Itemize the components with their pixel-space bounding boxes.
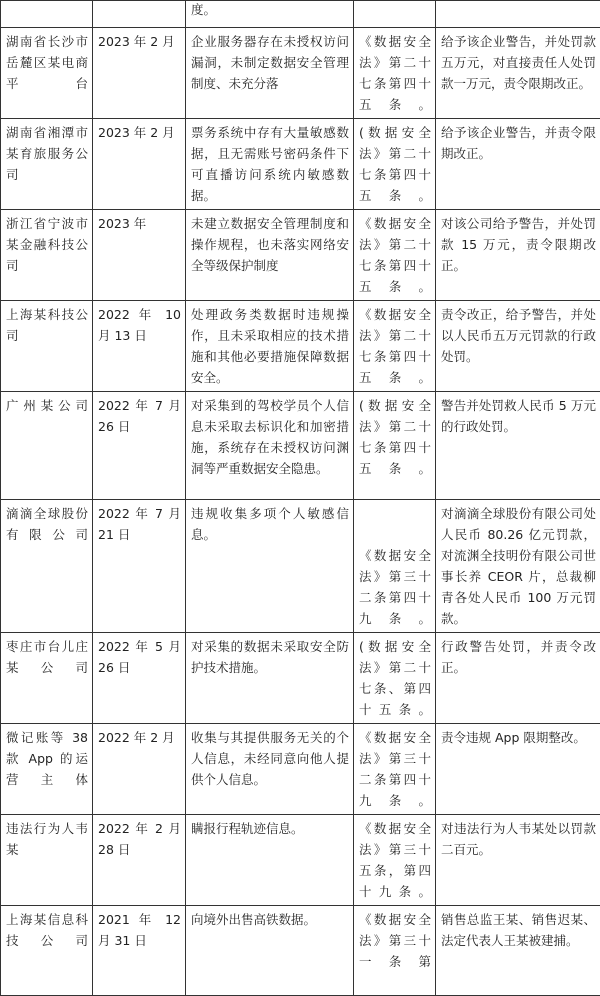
table-row bbox=[1, 301, 600, 392]
cell-date: 2023 年 2 月 bbox=[93, 119, 186, 210]
cell-entity bbox=[1, 1, 93, 28]
table-row bbox=[1, 724, 600, 815]
cell-violation: 瞒报行程轨迹信息。 bbox=[186, 815, 354, 906]
cell-penalty: 责令改正，给予警告，并处以人民币五万元罚款的行政处罚。 bbox=[436, 301, 600, 392]
cell-date: 2022 年 7 月 26 日 bbox=[93, 392, 186, 500]
cell-entity: 滴滴全球股份有限公司 bbox=[1, 500, 93, 633]
cell-penalty bbox=[436, 1, 600, 28]
cell-violation: 对采集的数据未采取安全防护技术措施。 bbox=[186, 633, 354, 724]
cell-violation: 处理政务类数据时违规操作，且未采取相应的技术措施和其他必要措施保障数据安全。 bbox=[186, 301, 354, 392]
cell-law: 《数据安全法》第二十七条第四十五条。 bbox=[354, 28, 436, 119]
cell-entity: 微记账等 38 款 App 的运营主体 bbox=[1, 724, 93, 815]
cell-penalty: 给予该企业警告，并处罚款五万元，对直接责任人处罚款一万元，责令限期改正。 bbox=[436, 28, 600, 119]
cell-violation: 收集与其提供服务无关的个人信息，未经同意向他人提供个人信息。 bbox=[186, 724, 354, 815]
cell-date: 2021 年 12 月 31 日 bbox=[93, 906, 186, 996]
cell-law: 《数据安全法》第二十七条第四十五条。 bbox=[354, 301, 436, 392]
cell-law: (数据安全法》第二十七条第四十五条。 bbox=[354, 119, 436, 210]
cell-date: 2023 年 2 月 bbox=[93, 28, 186, 119]
cell-date: 2023 年 bbox=[93, 210, 186, 301]
table-row bbox=[1, 119, 600, 210]
table-row bbox=[1, 815, 600, 906]
table-row bbox=[1, 210, 600, 301]
table-row bbox=[1, 392, 600, 500]
cell-penalty: 对违法行为人韦某处以罚款二百元。 bbox=[436, 815, 600, 906]
cell-date: 2022 年 5 月 26 日 bbox=[93, 633, 186, 724]
table-row bbox=[1, 28, 600, 119]
cell-penalty: 警告并处罚救人民币 5 万元的行政处罚。 bbox=[436, 392, 600, 500]
table-row bbox=[1, 906, 600, 996]
cell-date: 2022 年 2 月 28 日 bbox=[93, 815, 186, 906]
cell-entity: 湖南省长沙市岳麓区某电商平台 bbox=[1, 28, 93, 119]
cell-date: 2022 年 10 月 13 日 bbox=[93, 301, 186, 392]
cell-violation: 未建立数据安全管理制度和操作规程，也未落实网络安全等级保护制度 bbox=[186, 210, 354, 301]
cell-penalty: 行政警告处罚，并责令改正。 bbox=[436, 633, 600, 724]
cell-date bbox=[93, 1, 186, 28]
cell-law: 《数据安全法》第二十七条第四十五条。 bbox=[354, 210, 436, 301]
cell-law: (数据安全法》第二十七条第四十五条。 bbox=[354, 392, 436, 500]
cell-law: (数据安全法》第二十七条、第四十五条。 bbox=[354, 633, 436, 724]
cell-entity: 枣庄市台儿庄某公司 bbox=[1, 633, 93, 724]
cell-violation: 违规收集多项个人敏感信息。 bbox=[186, 500, 354, 633]
cell-penalty: 对该公司给予警告，并处罚款 15 万元，责令限期改正。 bbox=[436, 210, 600, 301]
cell-law: 《数据安全法》第三十五条，第四十九条。 bbox=[354, 815, 436, 906]
cell-entity: 上海某科技公司 bbox=[1, 301, 93, 392]
cell-entity: 湖南省湘潭市某育旅服务公司 bbox=[1, 119, 93, 210]
cell-date: 2022 年 2 月 bbox=[93, 724, 186, 815]
cell-violation: 向境外出售高铁数据。 bbox=[186, 906, 354, 996]
cell-entity: 浙江省宁波市某金融科技公司 bbox=[1, 210, 93, 301]
table-row bbox=[1, 633, 600, 724]
cell-violation: 企业服务器存在未授权访问漏洞，未制定数据安全管理制度、未充分落 bbox=[186, 28, 354, 119]
cell-penalty: 责令违规 App 限期整改。 bbox=[436, 724, 600, 815]
cell-penalty: 给予该企业警告，并责令限期改正。 bbox=[436, 119, 600, 210]
cell-penalty: 对滴滴全球股份有限公司处人民币 80.26 亿元罚款，对流渊全技明份有限公司世事长养 CEOR 片，总裁柳青各处人民币 100 万元罚款。 bbox=[436, 500, 600, 633]
cell-date: 2022 年 7 月 21 日 bbox=[93, 500, 186, 633]
cell-entity: 违法行为人韦某 bbox=[1, 815, 93, 906]
cell-entity: 广州某公司 bbox=[1, 392, 93, 500]
cell-entity: 上海某信息科技公司 bbox=[1, 906, 93, 996]
cell-violation: 票务系统中存有大量敏感数据，且无需账号密码条件下可直播访问系统内敏感数据。 bbox=[186, 119, 354, 210]
cell-penalty: 销售总监王某、销售迟某、法定代表人王某被建捕。 bbox=[436, 906, 600, 996]
cell-violation: 对采集到的驾校学员个人信息未采取去标识化和加密措施，系统存在未授权访问渊洞等严重数据安全隐患。 bbox=[186, 392, 354, 500]
table-row-continued bbox=[1, 1, 600, 28]
cell-law: 《数据安全法》第三十一条第 bbox=[354, 906, 436, 996]
cell-violation: 度。 bbox=[186, 1, 354, 28]
cell-law: 《数据安全法》第三十二条第四十九条。 bbox=[354, 724, 436, 815]
table-row bbox=[1, 500, 600, 633]
cell-law: 《数据安全法》第三十二条第四十九条。 bbox=[354, 500, 436, 633]
cell-law bbox=[354, 1, 436, 28]
